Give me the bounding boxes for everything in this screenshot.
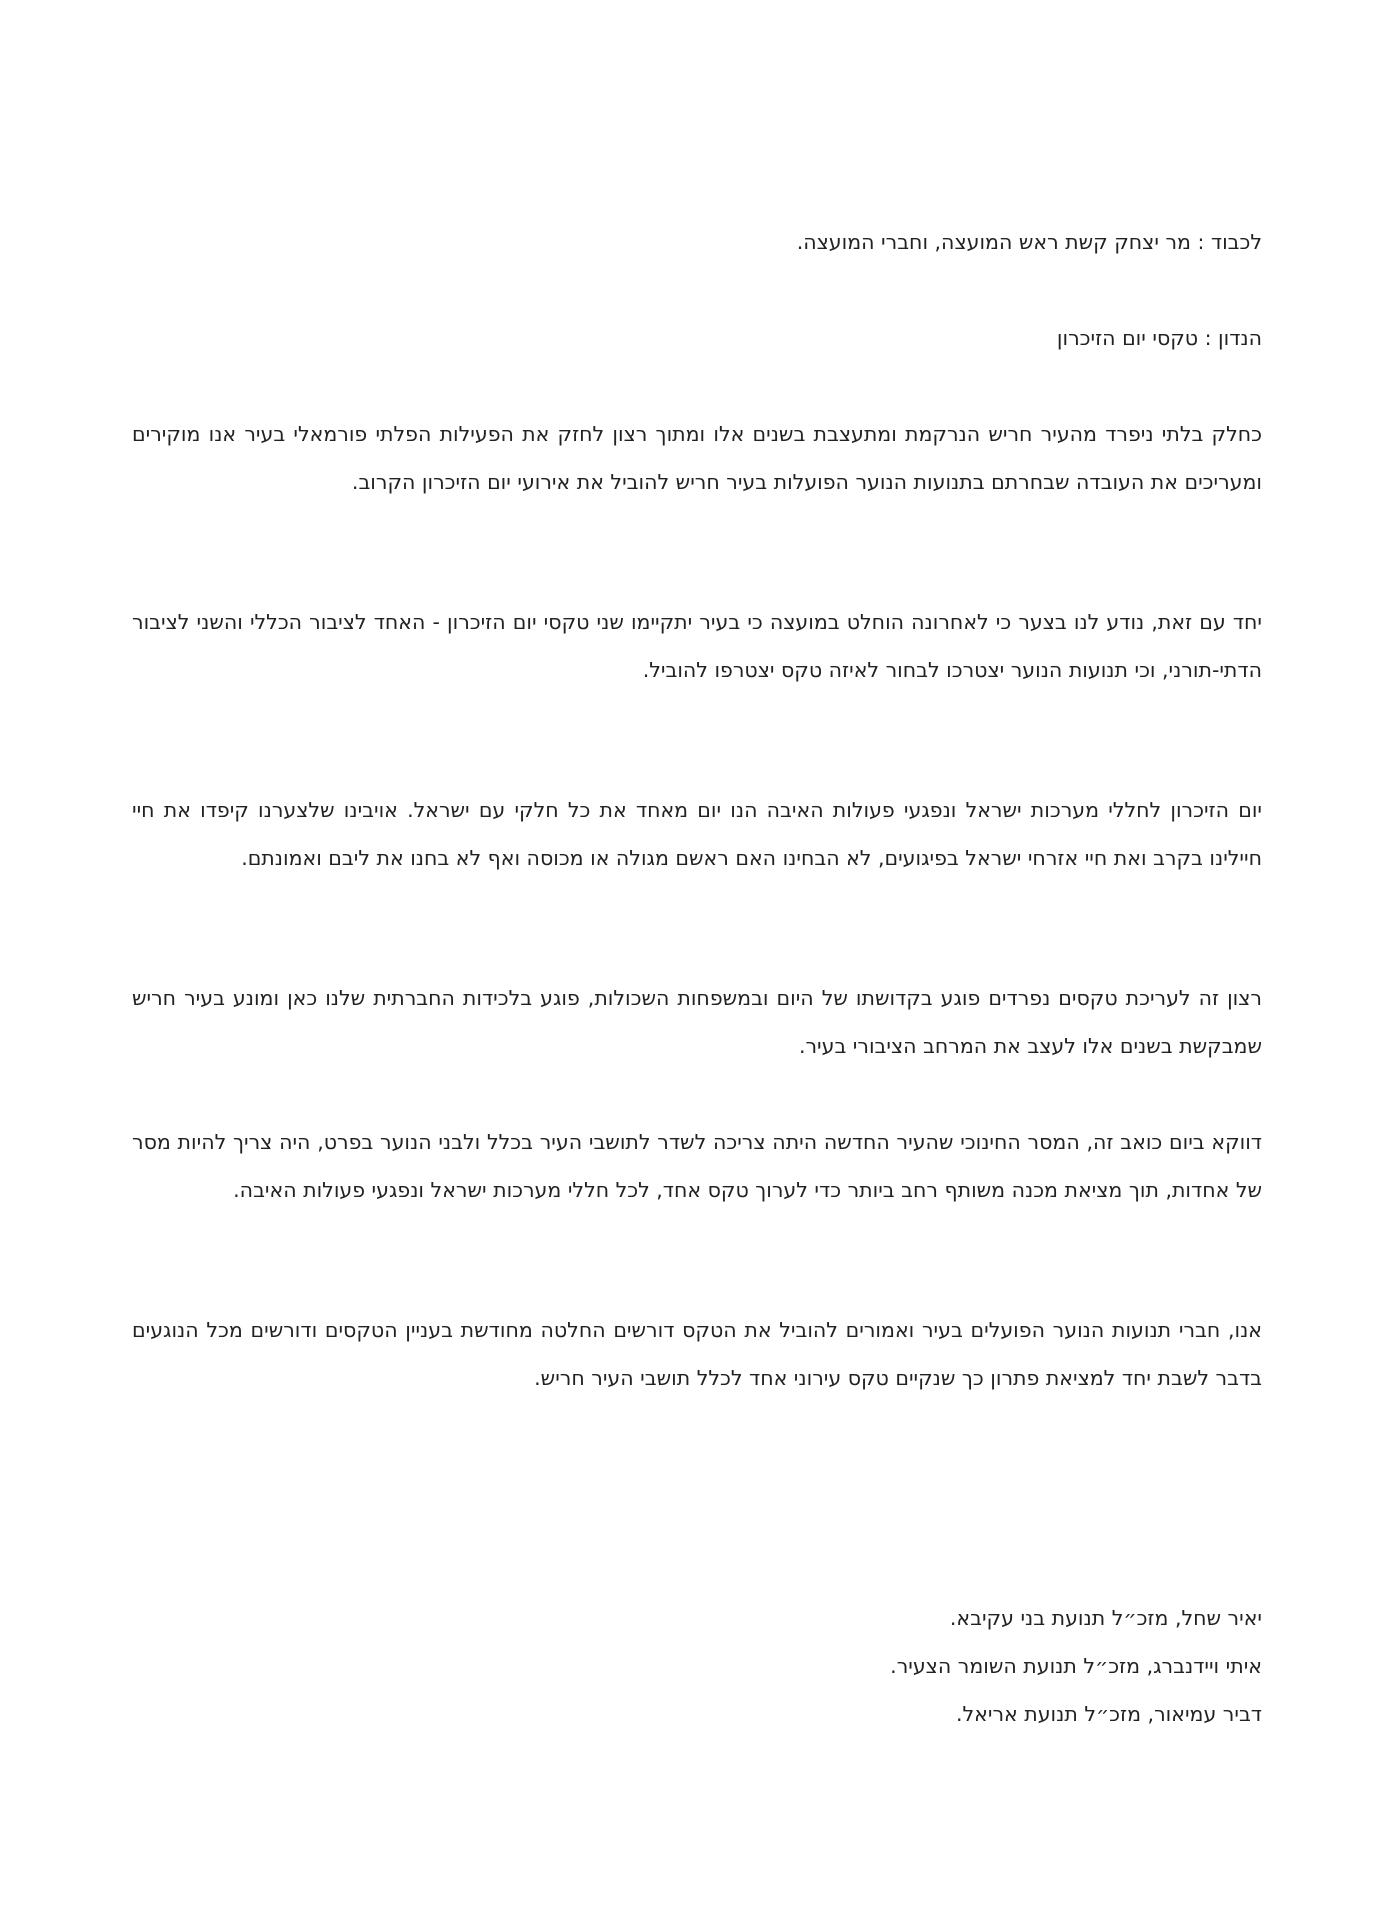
signature-line: דביר עמיאור, מזכ״ל תנועת אריאל. bbox=[955, 1702, 1262, 1726]
paragraph-intro: כחלק בלתי ניפרד מהעיר חריש הנרקמת ומתעצבת בשנים אלו ומתוך רצון לחזק את הפעילות הפלתי פורמאלי בעיר אנו מוקירים ומעריכים את העובדה שבחרתם בתנועות הנוער הפועלות בעיר חריש להוביל את אירועי יום הזיכרון הקרוב. bbox=[132, 422, 1262, 494]
subject-line: הנדון : טקסי יום הזיכרון bbox=[1056, 326, 1262, 350]
signature-line: יאיר שחל, מזכ״ל תנועת בני עקיבא. bbox=[949, 1606, 1262, 1630]
paragraph-demand: אנו, חברי תנועות הנוער הפועלים בעיר ואמורים להוביל את הטקס דורשים החלטה מחודשת בעניין הטקסים ודורשים מכל הנוגעים בדבר לשבת יחד למציאת פתרון כך שנקיים טקס עירוני אחד לכלל תושבי העיר חריש. bbox=[132, 1318, 1262, 1390]
paragraph-message: דווקא ביום כואב זה, המסר החינוכי שהעיר החדשה היתה צריכה לשדר לתושבי העיר בכלל ולבני הנוער בפרט, היה צריך להיות מסר של אחדות, תוך מציאת מכנה משותף רחב ביותר כדי לערוך טקס אחד, לכל חללי מערכות ישראל ונפגעי פעולות האיבה. bbox=[132, 1130, 1262, 1202]
paragraph-harm: רצון זה לעריכת טקסים נפרדים פוגע בקדושתו של היום ובמשפחות השכולות, פוגע בלכידות החברתית שלנו כאן ומונע בעיר חריש שמבקשת בשנים אלו לעצב את המרחב הציבורי בעיר. bbox=[132, 986, 1262, 1058]
signature-block bbox=[562, 1594, 1262, 1738]
paragraph-unity: יום הזיכרון לחללי מערכות ישראל ונפגעי פעולות האיבה הנו יום מאחד את כל חלקי עם ישראל. אויבינו שלצערנו קיפדו את חיי חיילינו בקרב ואת חיי אזרחי ישראל בפיגועים, לא הבחינו האם ראשם מגולה או מכוסה ואף לא בחנו את ליבם ואמונתם. bbox=[132, 798, 1262, 870]
signature-line: איתי ויידנברג, מזכ״ל תנועת השומר הצעיר. bbox=[890, 1654, 1262, 1678]
paragraph-decision: יחד עם זאת, נודע לנו בצער כי לאחרונה הוחלט במועצה כי בעיר יתקיימו שני טקסי יום הזיכרון - האחד לציבור הכללי והשני לציבור הדתי-תורני, וכי תנועות הנוער יצטרכו לבחור לאיזה טקס יצטרפו להוביל. bbox=[132, 610, 1262, 682]
salutation: לכבוד : מר יצחק קשת ראש המועצה, וחברי המועצה. bbox=[796, 230, 1262, 254]
